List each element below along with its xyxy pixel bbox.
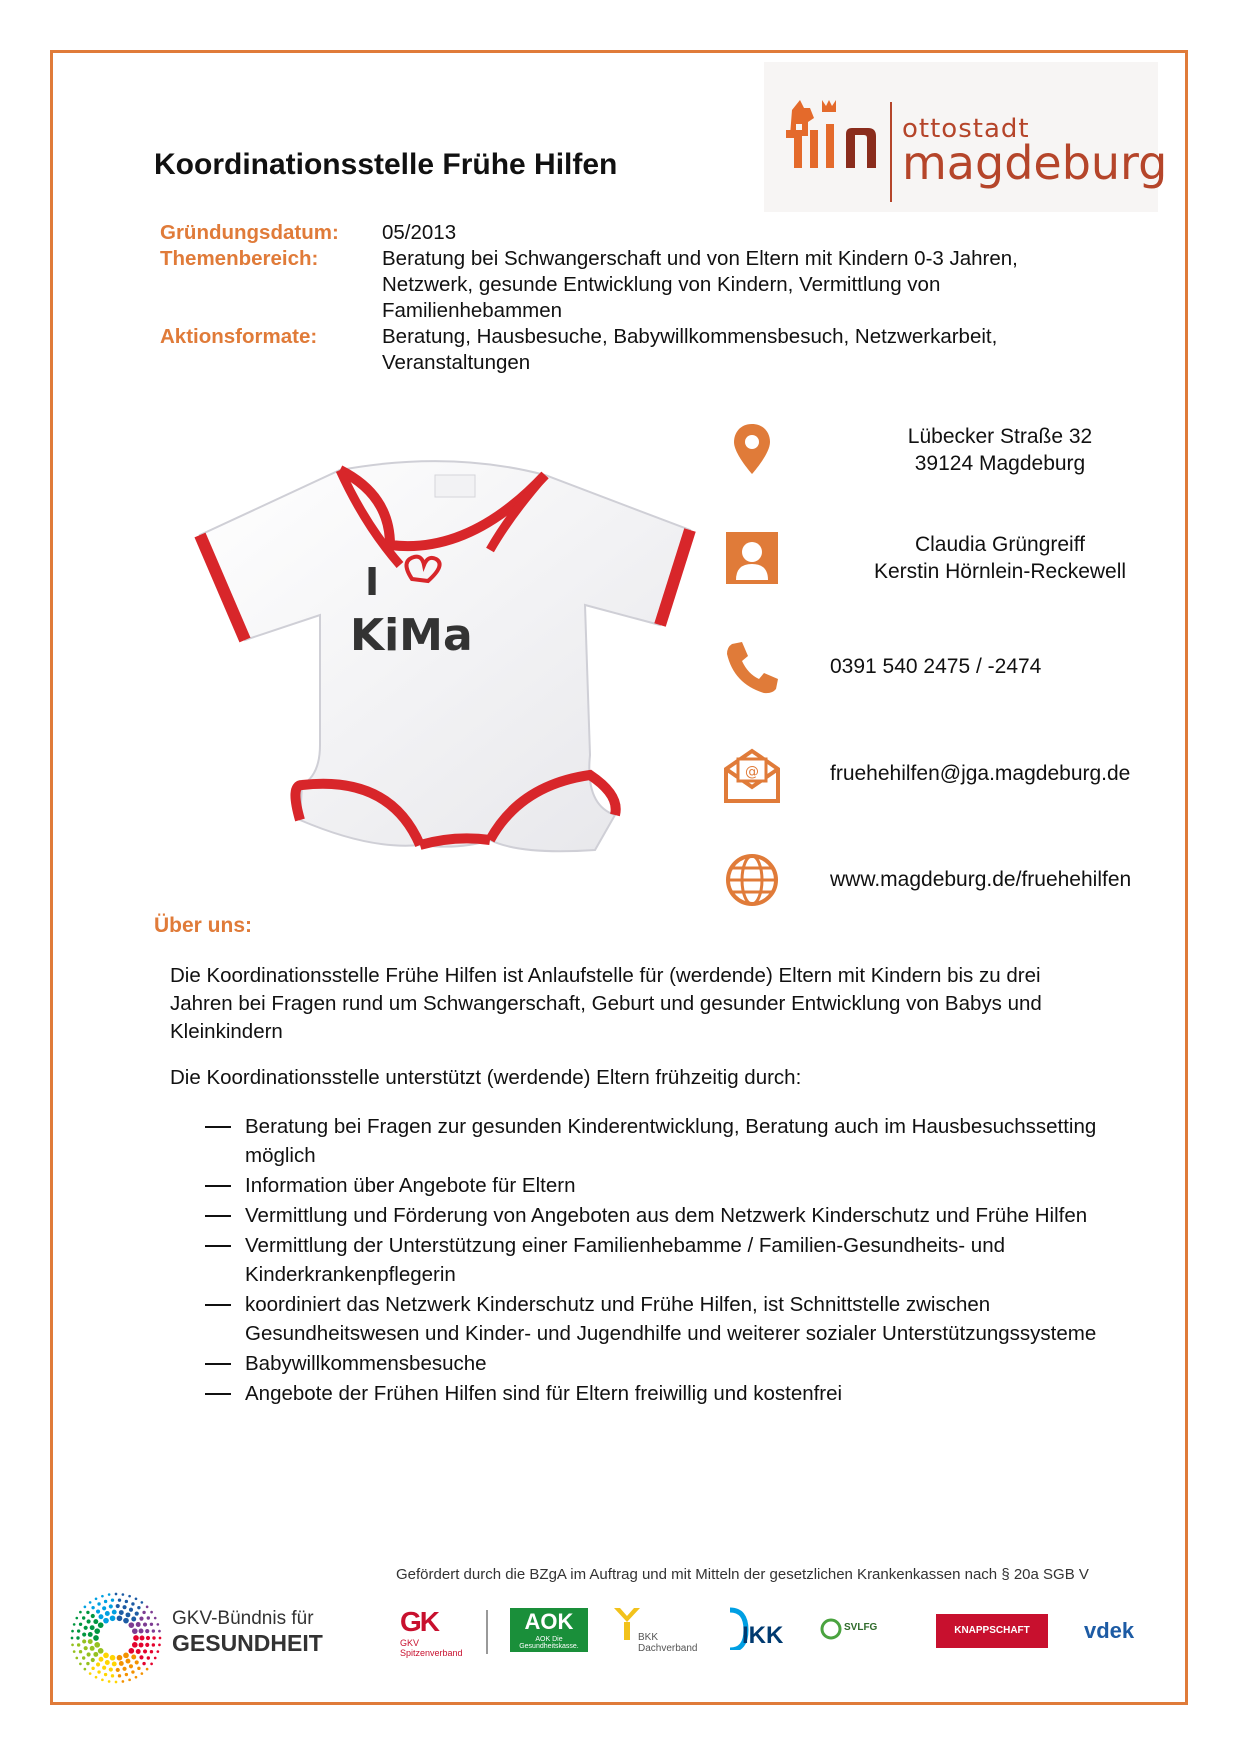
- logo-dot: [152, 1636, 155, 1639]
- magdeburg-emblem-icon: [764, 62, 894, 212]
- envelope-at-icon: [722, 745, 782, 805]
- logo-dot: [128, 1622, 134, 1628]
- logo-dot: [132, 1628, 138, 1634]
- logo-dot: [147, 1616, 150, 1619]
- contact-persons: [850, 531, 1150, 585]
- logo-dot: [93, 1652, 98, 1657]
- logo-dot: [122, 1680, 125, 1683]
- logo-dot: [139, 1643, 144, 1648]
- logo-dot: [135, 1676, 138, 1679]
- logo-dot: [143, 1649, 147, 1653]
- logo-dot: [104, 1600, 107, 1603]
- logo-dot: [126, 1612, 131, 1617]
- logo-dot: [108, 1680, 111, 1683]
- logo-dot: [131, 1655, 136, 1660]
- logo-dot: [88, 1639, 93, 1644]
- logo-dot: [146, 1636, 150, 1640]
- partner-logo-knappschaft: KNAPPSCHAFT: [936, 1614, 1048, 1648]
- logo-dot: [109, 1604, 113, 1608]
- contact-person-1: Claudia Grüngreiff: [914, 533, 1086, 556]
- partner-logo-bkk: BKK Dachverband: [612, 1606, 702, 1656]
- logo-dot: [95, 1676, 98, 1679]
- address: [860, 423, 1140, 477]
- logo-dot: [125, 1673, 128, 1676]
- logo-dot: [122, 1667, 126, 1671]
- person-headset-icon: [722, 528, 782, 588]
- logo-dot: [115, 1593, 118, 1596]
- logo-dot: [76, 1636, 79, 1639]
- list-item: Vermittlung der Unterstützung einer Familienhebamme / Familien-Gesundheits- und Kinderkrankenpflegerin: [205, 1231, 1125, 1289]
- logo-dot: [157, 1623, 160, 1626]
- logo-dot: [154, 1617, 157, 1620]
- logo-dot: [116, 1668, 120, 1672]
- logo-dot: [90, 1625, 95, 1630]
- logo-dot: [125, 1600, 128, 1603]
- logo-dot: [132, 1642, 138, 1648]
- logo-dot: [71, 1630, 74, 1633]
- phone-number[interactable]: 0391 540 2475 / -2474: [830, 655, 1042, 678]
- logo-dot: [123, 1652, 129, 1658]
- logo-text-magdeburg: magdeburg: [902, 136, 1168, 190]
- logo-dot: [86, 1611, 89, 1614]
- logo-dot: [133, 1635, 139, 1641]
- logo-dot: [86, 1662, 89, 1665]
- logo-dot: [116, 1604, 120, 1608]
- logo-dot: [135, 1612, 139, 1616]
- logo-dot: [141, 1672, 144, 1675]
- logo-dot: [131, 1617, 136, 1622]
- logo-dot: [119, 1610, 124, 1615]
- logo-dot: [152, 1643, 155, 1646]
- contact-person-2: Kerstin Hörnlein-Reckewell: [873, 560, 1127, 583]
- list-item: koordiniert das Netzwerk Kinderschutz und Frühe Hilfen, ist Schnittstelle zwischen Gesundheitswesen und Kinder- und Jugendhilfe und weiterer sozialer Unterstützungssysteme: [205, 1290, 1125, 1348]
- logo-dot: [93, 1635, 99, 1641]
- info-label: Gründungsdatum:: [160, 221, 339, 244]
- logo-dot: [143, 1622, 147, 1626]
- page-title: Koordinationsstelle Frühe Hilfen: [154, 148, 618, 181]
- print-text-i: I: [365, 560, 380, 604]
- logo-dot: [129, 1664, 133, 1668]
- logo-dot: [128, 1595, 131, 1598]
- partner-logo-gkv-spitzenverband: GK GKV Spitzenverband: [400, 1606, 463, 1658]
- logo-dot: [98, 1648, 104, 1654]
- logo-dot: [91, 1614, 95, 1618]
- logo-divider: [486, 1610, 488, 1654]
- logo-dot: [157, 1650, 160, 1653]
- logo-dot: [123, 1618, 129, 1624]
- logo-dot: [111, 1598, 114, 1601]
- partner-logo-ikk: IKK: [726, 1606, 786, 1656]
- logo-dot: [79, 1623, 82, 1626]
- logo-dot: [77, 1629, 80, 1632]
- logo-dot: [79, 1650, 82, 1653]
- logo-dot: [108, 1593, 111, 1596]
- logo-dot: [117, 1655, 123, 1661]
- logo-dot: [105, 1611, 110, 1616]
- logo-dot: [96, 1609, 100, 1613]
- magdeburg-logo: [764, 62, 1168, 212]
- logo-dot: [104, 1673, 107, 1676]
- location-pin-icon: [722, 420, 782, 480]
- logo-dot: [136, 1649, 141, 1654]
- gkv-logo-line2: GESUNDHEIT: [172, 1630, 323, 1656]
- logo-dot: [88, 1632, 93, 1637]
- about-bullet-list: [205, 1112, 1125, 1409]
- logo-dot: [137, 1667, 140, 1670]
- logo-dot: [71, 1644, 74, 1647]
- logo-dot: [150, 1663, 153, 1666]
- logo-dot: [82, 1639, 86, 1643]
- logo-dot: [146, 1668, 149, 1671]
- logo-dot: [115, 1681, 118, 1684]
- logo-dot: [94, 1628, 100, 1634]
- logo-dot: [95, 1597, 98, 1600]
- about-paragraph-1: Die Koordinationsstelle Frühe Hilfen ist Anlaufstelle für (werdende) Eltern mit Kindern bis zu drei Jahren bei Fragen rund um Schwangerschaft, Geburt und gesunder Entwicklung von Babys und Kleinkindern: [170, 964, 1042, 1043]
- logo-dot: [103, 1652, 109, 1658]
- info-value: Beratung bei Schwangerschaft und von Eltern mit Kindern 0-3 Jahren, Netzwerk, gesunde Entwicklung von Kindern, Vermittlung von Familienhebammen: [382, 247, 1018, 322]
- logo-dot: [110, 1655, 116, 1661]
- address-city: 39124 Magdeburg: [914, 452, 1086, 475]
- logo-dot: [102, 1606, 106, 1610]
- logo-dot: [150, 1650, 153, 1653]
- logo-separator: [890, 102, 892, 202]
- info-value: 05/2013: [382, 221, 457, 244]
- logo-dot: [89, 1672, 92, 1675]
- logo-dot: [73, 1650, 76, 1653]
- logo-dot: [139, 1617, 143, 1621]
- logo-dot: [84, 1668, 87, 1671]
- logo-dot: [105, 1660, 110, 1665]
- logo-dot: [90, 1646, 95, 1651]
- logo-dot: [152, 1629, 155, 1632]
- logo-dot: [75, 1617, 78, 1620]
- logo-dot: [97, 1670, 100, 1673]
- logo-dot: [99, 1657, 104, 1662]
- logo-dot: [79, 1611, 82, 1614]
- logo-text-ottostadt: ottostadt: [902, 114, 1030, 144]
- logo-dot: [139, 1629, 144, 1634]
- logo-dot: [158, 1630, 161, 1633]
- list-item: Vermittlung und Förderung von Angeboten aus dem Netzwerk Kinderschutz und Frühe Hilfen: [205, 1201, 1125, 1230]
- logo-dot: [91, 1606, 94, 1609]
- logo-dot: [158, 1644, 161, 1647]
- logo-dot: [99, 1614, 104, 1619]
- logo-dot: [97, 1602, 100, 1605]
- logo-dot: [136, 1622, 141, 1627]
- email-link[interactable]: fruehehilfen@jga.magdeburg.de: [830, 762, 1131, 785]
- logo-dot: [129, 1608, 133, 1612]
- logo-dot: [89, 1601, 92, 1604]
- logo-dot: [126, 1659, 131, 1664]
- list-item: Information über Angebote für Eltern: [205, 1171, 1125, 1200]
- about-paragraph-2: Die Koordinationsstelle unterstützt (werdende) Eltern frühzeitig durch:: [170, 1066, 802, 1089]
- logo-dot: [147, 1656, 150, 1659]
- list-item: Beratung bei Fragen zur gesunden Kinderentwicklung, Beratung auch im Hausbesuchssetting möglich: [205, 1112, 1125, 1170]
- logo-dot: [137, 1606, 140, 1609]
- logo-dot: [122, 1593, 125, 1596]
- address-street: Lübecker Straße 32: [907, 425, 1093, 448]
- logo-dot: [122, 1605, 126, 1609]
- info-block: [160, 220, 1022, 376]
- logo-dot: [101, 1595, 104, 1598]
- logo-dot: [131, 1670, 134, 1673]
- logo-dot: [146, 1606, 149, 1609]
- about-heading: Über uns:: [154, 914, 253, 937]
- info-row-formats: [160, 324, 1022, 376]
- logo-dot: [91, 1667, 94, 1670]
- phone-icon: [722, 638, 782, 698]
- logo-dot: [87, 1652, 91, 1656]
- logo-dot: [119, 1661, 124, 1666]
- baby-bodysuit-photo: [190, 455, 710, 875]
- logo-dot: [154, 1657, 157, 1660]
- logo-dot: [112, 1661, 117, 1666]
- logo-dot: [71, 1637, 74, 1640]
- info-value: Beratung, Hausbesuche, Babywillkommensbesuch, Netzwerkarbeit, Veranstaltungen: [382, 325, 998, 374]
- logo-dot: [91, 1658, 95, 1662]
- logo-dot: [82, 1632, 86, 1636]
- logo-dot: [142, 1611, 145, 1614]
- globe-icon: [722, 850, 782, 910]
- logo-dot: [139, 1655, 143, 1659]
- logo-dot: [140, 1636, 145, 1641]
- logo-dot: [93, 1619, 98, 1624]
- logo-dot: [112, 1610, 117, 1615]
- gkv-logo-line1: GKV-Bündnis für: [172, 1608, 314, 1629]
- funding-note: Gefördert durch die BZgA im Auftrag und mit Mitteln der gesetzlichen Krankenkassen nach § 20a SGB V: [396, 1566, 1089, 1583]
- website-link[interactable]: www.magdeburg.de/fruehehilfen: [830, 868, 1132, 891]
- logo-dot: [98, 1622, 104, 1628]
- partner-logo-aok: AOK AOK Die Gesundheitskasse.: [510, 1608, 588, 1652]
- logo-dot: [94, 1642, 100, 1648]
- logo-dot: [131, 1602, 134, 1605]
- logo-dot: [150, 1611, 153, 1614]
- logo-dot: [109, 1668, 113, 1672]
- logo-dot: [142, 1662, 145, 1665]
- logo-dot: [75, 1657, 78, 1660]
- logo-dot: [110, 1615, 116, 1621]
- logo-dot: [103, 1618, 109, 1624]
- logo-dot: [82, 1656, 85, 1659]
- info-row-topic: [160, 246, 1022, 324]
- svg-text:@: @: [745, 764, 759, 780]
- logo-dot: [118, 1674, 121, 1677]
- logo-dot: [128, 1648, 134, 1654]
- logo-dot: [101, 1679, 104, 1682]
- logo-dot: [117, 1615, 123, 1621]
- logo-dot: [73, 1623, 76, 1626]
- logo-dot: [118, 1598, 121, 1601]
- info-label: Themenbereich:: [160, 247, 319, 270]
- logo-dot: [87, 1619, 91, 1623]
- logo-dot: [96, 1662, 100, 1666]
- list-item: Angebote der Frühen Hilfen sind für Eltern freiwillig und kostenfrei: [205, 1379, 1125, 1408]
- logo-dot: [141, 1601, 144, 1604]
- logo-dot: [84, 1626, 88, 1630]
- logo-dot: [135, 1660, 139, 1664]
- logo-dot: [77, 1643, 80, 1646]
- logo-dot: [159, 1637, 162, 1640]
- gkv-dots-logo-icon: [66, 1588, 166, 1688]
- logo-dot: [150, 1623, 153, 1626]
- logo-dot: [145, 1629, 149, 1633]
- print-text-kima: KiMa: [350, 610, 473, 661]
- logo-dot: [128, 1679, 131, 1682]
- logo-dot: [145, 1643, 149, 1647]
- partner-logo-svlfg: SVLFG: [820, 1618, 900, 1652]
- logo-dot: [79, 1663, 82, 1666]
- logo-dot: [102, 1666, 106, 1670]
- logo-dot: [135, 1597, 138, 1600]
- logo-dot: [82, 1616, 85, 1619]
- info-label: Aktionsformate:: [160, 325, 318, 348]
- logo-dot: [84, 1646, 88, 1650]
- info-row-founded: [160, 220, 1022, 246]
- logo-dot: [84, 1606, 87, 1609]
- list-item: Babywillkommensbesuche: [205, 1349, 1125, 1378]
- logo-dot: [111, 1674, 114, 1677]
- partner-logo-vdek: vdek: [1084, 1618, 1135, 1643]
